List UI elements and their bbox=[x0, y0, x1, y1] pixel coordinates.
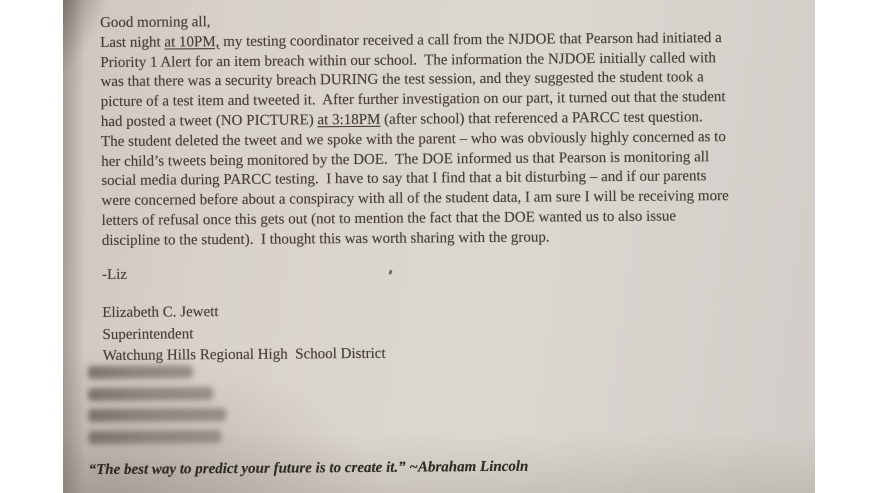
letter-text: Good morning all, bbox=[100, 14, 211, 31]
signature-block bbox=[102, 301, 385, 368]
letter-text: discipline to the student). I thought this was worth sharing with the group. bbox=[101, 229, 550, 249]
sign-off: -Liz bbox=[101, 266, 128, 283]
signature-line: Elizabeth C. Jewett bbox=[102, 304, 219, 321]
letter-body bbox=[100, 9, 729, 251]
letter-text: social media during PARCC testing. I have to say that I find that a bit disturbing – and if our parents bbox=[101, 168, 707, 190]
letter-content bbox=[88, 8, 810, 479]
letter-text: my testing coordinator received a call from the NJDOE that Pearson had initiated a bbox=[219, 29, 722, 50]
letter-text: were concerned before about a conspiracy with all of the student data, I am sure I will be receiving more bbox=[101, 188, 729, 210]
signature-line: Watchung Hills Regional High School District bbox=[102, 345, 386, 364]
letter-text: The student deleted the tweet and we spoke with the parent – who was obviously highly concerned as to bbox=[100, 128, 726, 150]
letter-text: her child’s tweets being monitored by the DOE. The DOE informed us that Pearson is monitoring all bbox=[101, 148, 710, 170]
redacted-line bbox=[88, 430, 221, 444]
letter-text: letters of refusal once this gets out (not to mention the fact that the DOE wanted us to also issue bbox=[101, 208, 677, 229]
letter-text: picture of a test item and tweeted it. After further investigation on our part, it turned out that the student bbox=[100, 89, 726, 111]
letter-text: (after school) that referenced a PARCC test question. bbox=[380, 109, 703, 128]
letter-text: Last night bbox=[100, 34, 165, 51]
paper-stray-mark bbox=[388, 269, 392, 275]
letter-line bbox=[102, 227, 729, 252]
redacted-line bbox=[88, 408, 226, 422]
redacted-contact-block bbox=[88, 365, 227, 452]
footer-quote: “The best way to predict your future is to create it.” ~Abraham Lincoln bbox=[88, 458, 529, 479]
letter-text: Priority 1 Alert for an item breach within our school. The information the NJDOE initially called with bbox=[100, 49, 716, 71]
redacted-line bbox=[88, 387, 213, 401]
letter-photo bbox=[63, 0, 815, 493]
signature-line: Superintendent bbox=[102, 325, 194, 343]
underlined-text: at 3:18PM bbox=[317, 111, 381, 129]
letter-text: was that there was a security breach DURING the test session, and they suggested the student took a bbox=[100, 69, 704, 91]
redacted-line bbox=[88, 365, 193, 379]
letter-text: had posted a tweet (NO PICTURE) bbox=[100, 112, 318, 130]
underlined-text: at 10PM, bbox=[164, 33, 220, 51]
